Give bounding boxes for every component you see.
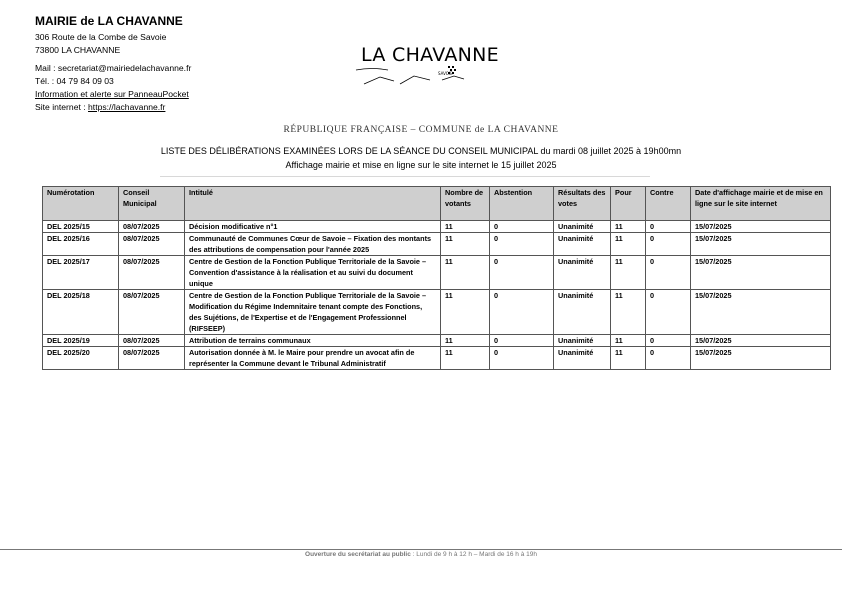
cell-date-affichage: 15/07/2025 <box>691 221 831 233</box>
logo-title: LA CHAVANNE <box>361 44 499 66</box>
cell-intitule: Centre de Gestion de la Fonction Publique Territoriale de la Savoie – Modification du Régime Indemnitaire tenant compte des Fonctions, des Sujétions, de l'Expertise et de l'Engagement Professionnel (RIFSEEP) <box>185 290 441 335</box>
mairie-header <box>35 14 295 113</box>
cell-date-affichage: 15/07/2025 <box>691 233 831 256</box>
cell-num: DEL 2025/15 <box>43 221 119 233</box>
table-row <box>43 290 831 335</box>
col-pour: Pour <box>611 187 646 221</box>
cell-intitule: Autorisation donnée à M. le Maire pour prendre un avocat afin de représenter la Commune devant le Tribunal Administratif <box>185 347 441 370</box>
cell-abstention: 0 <box>490 347 554 370</box>
mountain-logo-icon <box>350 44 510 92</box>
cell-contre: 0 <box>646 233 691 256</box>
address-line-1: 306 Route de la Combe de Savoie <box>35 32 167 42</box>
cell-date-cm: 08/07/2025 <box>119 290 185 335</box>
cell-num: DEL 2025/19 <box>43 335 119 347</box>
cell-date-cm: 08/07/2025 <box>119 335 185 347</box>
table-header-row <box>43 187 831 221</box>
table-row <box>43 335 831 347</box>
col-abstention: Abstention <box>490 187 554 221</box>
cell-votants: 11 <box>441 221 490 233</box>
cell-pour: 11 <box>611 347 646 370</box>
footer-opening-hours <box>0 551 842 558</box>
phone-line: Tél. : 04 79 84 09 03 <box>35 76 114 87</box>
affichage-line: Affichage mairie et mise en ligne sur le site internet le 15 juillet 2025 <box>285 160 557 170</box>
cell-votants: 11 <box>441 233 490 256</box>
table-row <box>43 256 831 290</box>
col-resultats: Résultats des votes <box>554 187 611 221</box>
republique-heading: RÉPUBLIQUE FRANÇAISE – COMMUNE de LA CHAVANNE <box>283 125 559 135</box>
cell-date-affichage: 15/07/2025 <box>691 347 831 370</box>
cell-date-cm: 08/07/2025 <box>119 347 185 370</box>
cell-pour: 11 <box>611 256 646 290</box>
cell-contre: 0 <box>646 221 691 233</box>
footer-hours: : Lundi de 9 h à 12 h – Mardi de 16 h à 19h <box>410 551 537 558</box>
cell-contre: 0 <box>646 290 691 335</box>
cell-abstention: 0 <box>490 290 554 335</box>
cell-votants: 11 <box>441 335 490 347</box>
cell-resultat: Unanimité <box>554 233 611 256</box>
cell-date-affichage: 15/07/2025 <box>691 290 831 335</box>
cell-intitule: Centre de Gestion de la Fonction Publique Territoriale de la Savoie – Convention d'assistance à la réalisation et au suivi du document unique <box>185 256 441 290</box>
footer-label: Ouverture du secrétariat au public <box>305 551 411 558</box>
col-contre: Contre <box>646 187 691 221</box>
cell-date-affichage: 15/07/2025 <box>691 335 831 347</box>
cell-abstention: 0 <box>490 256 554 290</box>
cell-num: DEL 2025/18 <box>43 290 119 335</box>
cell-abstention: 0 <box>490 233 554 256</box>
cell-intitule: Attribution de terrains communaux <box>185 335 441 347</box>
cell-pour: 11 <box>611 233 646 256</box>
cell-resultat: Unanimité <box>554 221 611 233</box>
cell-resultat: Unanimité <box>554 256 611 290</box>
address-line-2: 73800 LA CHAVANNE <box>35 44 121 55</box>
subtitle-divider <box>160 176 650 177</box>
table-row <box>43 347 831 370</box>
cell-contre: 0 <box>646 335 691 347</box>
table-row <box>43 221 831 233</box>
cell-abstention: 0 <box>490 221 554 233</box>
cell-abstention: 0 <box>490 335 554 347</box>
cell-date-cm: 08/07/2025 <box>119 233 185 256</box>
cell-resultat: Unanimité <box>554 335 611 347</box>
cell-num: DEL 2025/16 <box>43 233 119 256</box>
col-date-affichage: Date d'affichage mairie et de mise en ligne sur le site internet <box>691 187 831 221</box>
panneaupocket-link[interactable]: Information et alerte sur PanneauPocket <box>35 88 189 99</box>
cell-votants: 11 <box>441 347 490 370</box>
cell-intitule: Décision modificative n°1 <box>185 221 441 233</box>
cell-contre: 0 <box>646 347 691 370</box>
website-link[interactable]: https://lachavanne.fr <box>88 101 166 112</box>
cell-num: DEL 2025/17 <box>43 256 119 290</box>
cell-intitule: Communauté de Communes Cœur de Savoie – Fixation des montants des attributions de compensation pour l'année 2025 <box>185 233 441 256</box>
col-intitule: Intitulé <box>185 187 441 221</box>
logo-tagline: SAVOIE <box>438 71 453 76</box>
cell-num: DEL 2025/20 <box>43 347 119 370</box>
cell-pour: 11 <box>611 335 646 347</box>
cell-date-cm: 08/07/2025 <box>119 221 185 233</box>
cell-pour: 11 <box>611 290 646 335</box>
list-title: LISTE DES DÉLIBÉRATIONS EXAMINÉES LORS DE LA SÉANCE DU CONSEIL MUNICIPAL du mardi 08 juillet 2025 à 19h00mn <box>160 146 682 156</box>
commune-logo <box>350 44 510 92</box>
cell-date-affichage: 15/07/2025 <box>691 256 831 290</box>
cell-pour: 11 <box>611 221 646 233</box>
website-line <box>35 101 295 114</box>
col-votants: Nombre de votants <box>441 187 490 221</box>
deliberations-table <box>42 186 831 370</box>
table-row <box>43 233 831 256</box>
mail-line: Mail : secretariat@mairiedelachavanne.fr <box>35 63 192 74</box>
website-label: Site internet : <box>35 101 89 112</box>
cell-resultat: Unanimité <box>554 347 611 370</box>
col-conseil: Conseil Municipal <box>119 187 185 221</box>
cell-date-cm: 08/07/2025 <box>119 256 185 290</box>
cell-votants: 11 <box>441 290 490 335</box>
cell-contre: 0 <box>646 256 691 290</box>
col-numerotation: Numérotation <box>43 187 119 221</box>
cell-resultat: Unanimité <box>554 290 611 335</box>
cell-votants: 11 <box>441 256 490 290</box>
mairie-name: MAIRIE de LA CHAVANNE <box>35 14 183 28</box>
footer-divider <box>0 549 842 550</box>
